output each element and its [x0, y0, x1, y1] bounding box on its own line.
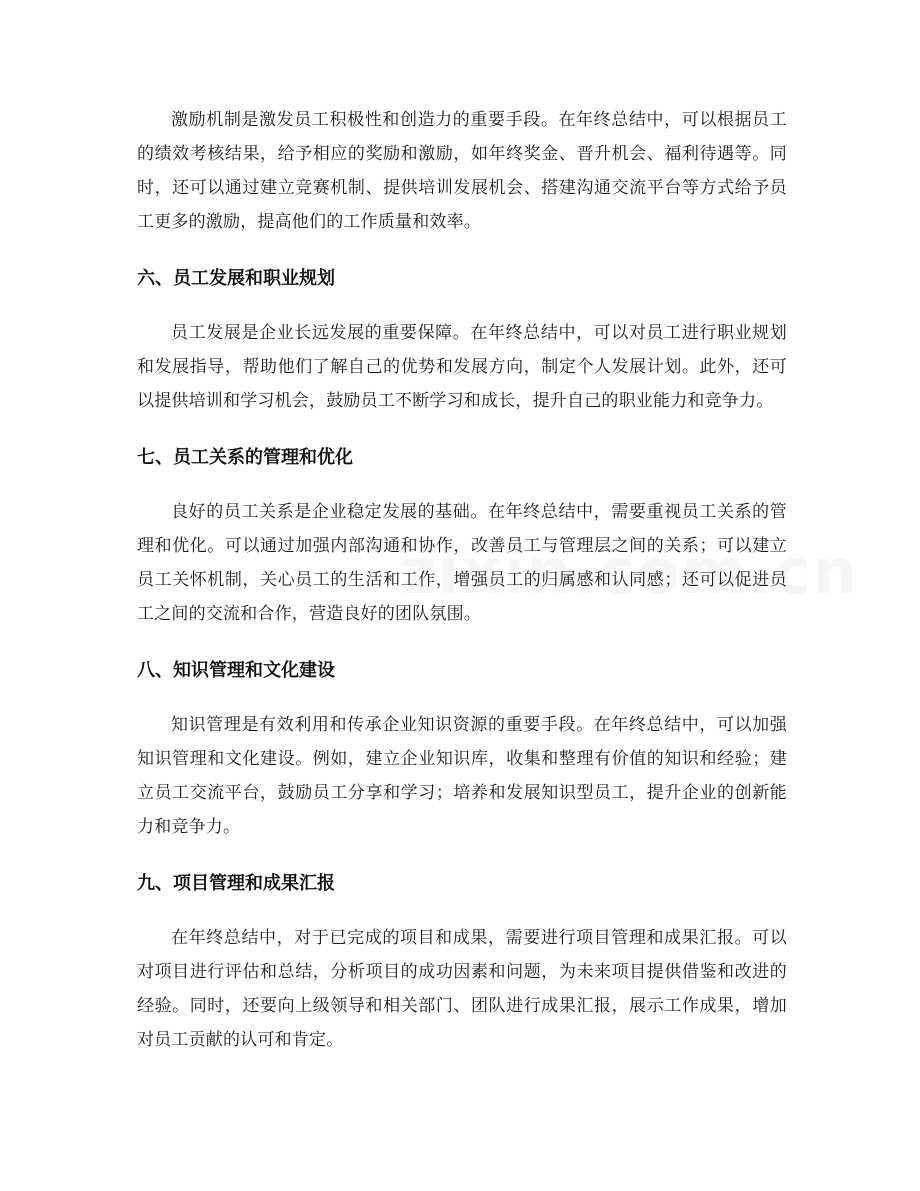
heading-section-7: 七、员工关系的管理和优化 — [137, 447, 353, 468]
heading-section-8: 八、知识管理和文化建设 — [137, 660, 335, 681]
document-body — [137, 103, 787, 1057]
heading-section-9: 九、项目管理和成果汇报 — [137, 873, 335, 894]
paragraph-section-8: 知识管理是有效利用和传承企业知识资源的重要手段。在年终总结中，可以加强知识管理和文化建设。例如，建立企业知识库，收集和整理有价值的知识和经验；建立员工交流平台，鼓励员工分享和学习；培养和发展知识型员工，提升企业的创新能力和竞争力。 — [137, 715, 787, 837]
paragraph-incentive: 激励机制是激发员工积极性和创造力的重要手段。在年终总结中，可以根据员工的绩效考核结果，给予相应的奖励和激励，如年终奖金、晋升机会、福利待遇等。同时，还可以通过建立竞赛机制、提供培训发展机会、搭建沟通交流平台等方式给予员工更多的激励，提高他们的工作质量和效率。 — [137, 110, 787, 232]
heading-section-6: 六、员工发展和职业规划 — [137, 268, 335, 289]
paragraph-section-9: 在年终总结中，对于已完成的项目和成果，需要进行项目管理和成果汇报。可以对项目进行评估和总结，分析项目的成功因素和问题，为未来项目提供借鉴和改进的经验。同时，还要向上级领导和相关部门、团队进行成果汇报，展示工作成果，增加对员工贡献的认可和肯定。 — [137, 928, 787, 1050]
paragraph-section-6: 员工发展是企业长远发展的重要保障。在年终总结中，可以对员工进行职业规划和发展指导，帮助他们了解自己的优势和发展方向，制定个人发展计划。此外，还可以提供培训和学习机会，鼓励员工不断学习和成长，提升自己的职业能力和竞争力。 — [137, 323, 787, 411]
paragraph-section-7: 良好的员工关系是企业稳定发展的基础。在年终总结中，需要重视员工关系的管理和优化。可以通过加强内部沟通和协作，改善员工与管理层之间的关系；可以建立员工关怀机制，关心员工的生活和工作，增强员工的归属感和认同感；还可以促进员工之间的交流和合作，营造良好的团队氛围。 — [137, 502, 787, 624]
